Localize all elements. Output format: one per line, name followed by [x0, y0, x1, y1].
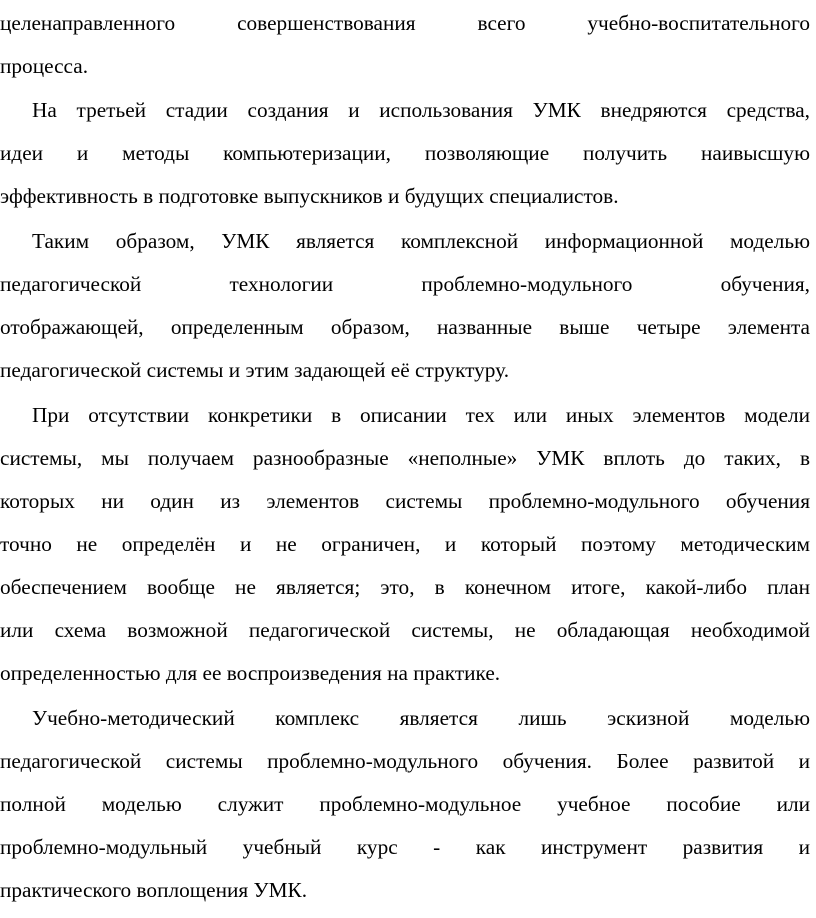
p5-line-5: практического воплощения УМК.	[0, 878, 308, 902]
p4-line-6: или схема возможной педагогической системы, не обладающая необходимой	[0, 618, 810, 642]
p3-line-4: педагогической системы и этим задающей её структуру.	[0, 358, 510, 382]
p3-line-3: отображающей, определенным образом, названные выше четыре элемента	[0, 315, 810, 339]
p4-line-7: определенностью для ее воспроизведения на практике.	[0, 661, 501, 685]
p4-line-1: При отсутствии конкретики в описании тех или иных элементов модели	[32, 403, 810, 427]
p1-line-1: целенаправленного совершенствования всего учебно-воспитательного	[0, 11, 810, 35]
p5-line-1: Учебно-методический комплекс является лишь эскизной моделью	[32, 706, 810, 730]
p2-line-2: идеи и методы компьютеризации, позволяющие получить наивысшую	[0, 141, 810, 165]
p1-line-2: процесса.	[0, 54, 89, 78]
p5-line-2: педагогической системы проблемно-модульного обучения. Более развитой и	[0, 749, 810, 773]
p5-line-4: проблемно-модульный учебный курс - как инструмент развития и	[0, 835, 810, 859]
p5-line-3: полной моделью служит проблемно-модульное учебное пособие или	[0, 792, 810, 816]
p3-line-1: Таким образом, УМК является комплексной информационной моделью	[32, 229, 810, 253]
p3-line-2: педагогической технологии проблемно-модульного обучения,	[0, 272, 810, 296]
p4-line-3: которых ни один из элементов системы проблемно-модульного обучения	[0, 489, 810, 513]
p2-line-3: эффективность в подготовке выпускников и будущих специалистов.	[0, 184, 619, 208]
p2-line-1: На третьей стадии создания и использования УМК внедряются средства,	[32, 98, 810, 122]
p4-line-5: обеспечением вообще не является; это, в конечном итоге, какой-либо план	[0, 575, 810, 599]
p4-line-2: системы, мы получаем разнообразные «неполные» УМК вплоть до таких, в	[0, 446, 810, 470]
p4-line-4: точно не определён и не ограничен, и который поэтому методическим	[0, 532, 810, 556]
